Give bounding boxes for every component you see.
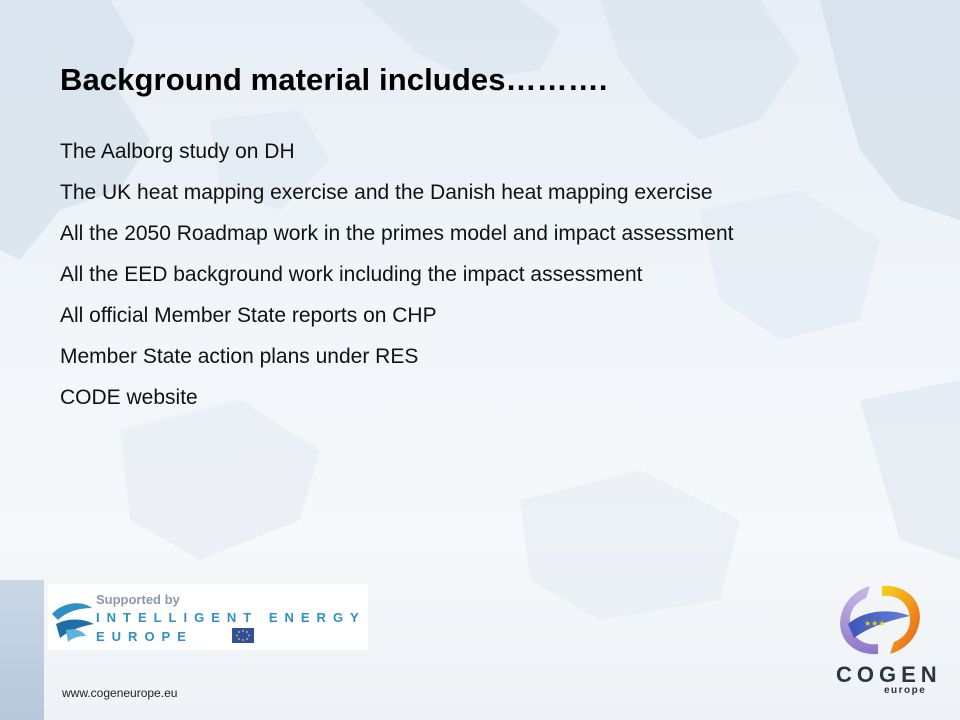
europe-label: EUROPE (96, 629, 193, 644)
bullet-item: All the 2050 Roadmap work in the primes model and impact assessment (60, 222, 734, 245)
footer-url[interactable]: www.cogeneurope.eu (62, 686, 178, 700)
left-accent-band (0, 580, 44, 720)
svg-text:★★★: ★★★ (864, 619, 886, 628)
bullet-item: Member State action plans under RES (60, 345, 419, 368)
intelligent-energy-label: INTELLIGENT ENERGY (96, 610, 366, 625)
bullet-item: All the EED background work including the impact assessment (60, 263, 643, 286)
cogen-subtitle: europe (884, 685, 927, 696)
bullet-item: All official Member State reports on CHP (60, 304, 437, 327)
bullet-item: CODE website (60, 386, 198, 409)
slide-title: Background material includes………. (60, 62, 608, 97)
bullet-item: The Aalborg study on DH (60, 140, 295, 163)
cogen-swirl-icon (830, 580, 930, 660)
intelligent-energy-europe-logo (48, 584, 368, 650)
cogen-wordmark: COGEN (836, 662, 942, 687)
bullet-list (60, 140, 900, 427)
supported-by-label: Supported by (96, 592, 180, 607)
bullet-item: The UK heat mapping exercise and the Danish heat mapping exercise (60, 181, 713, 204)
